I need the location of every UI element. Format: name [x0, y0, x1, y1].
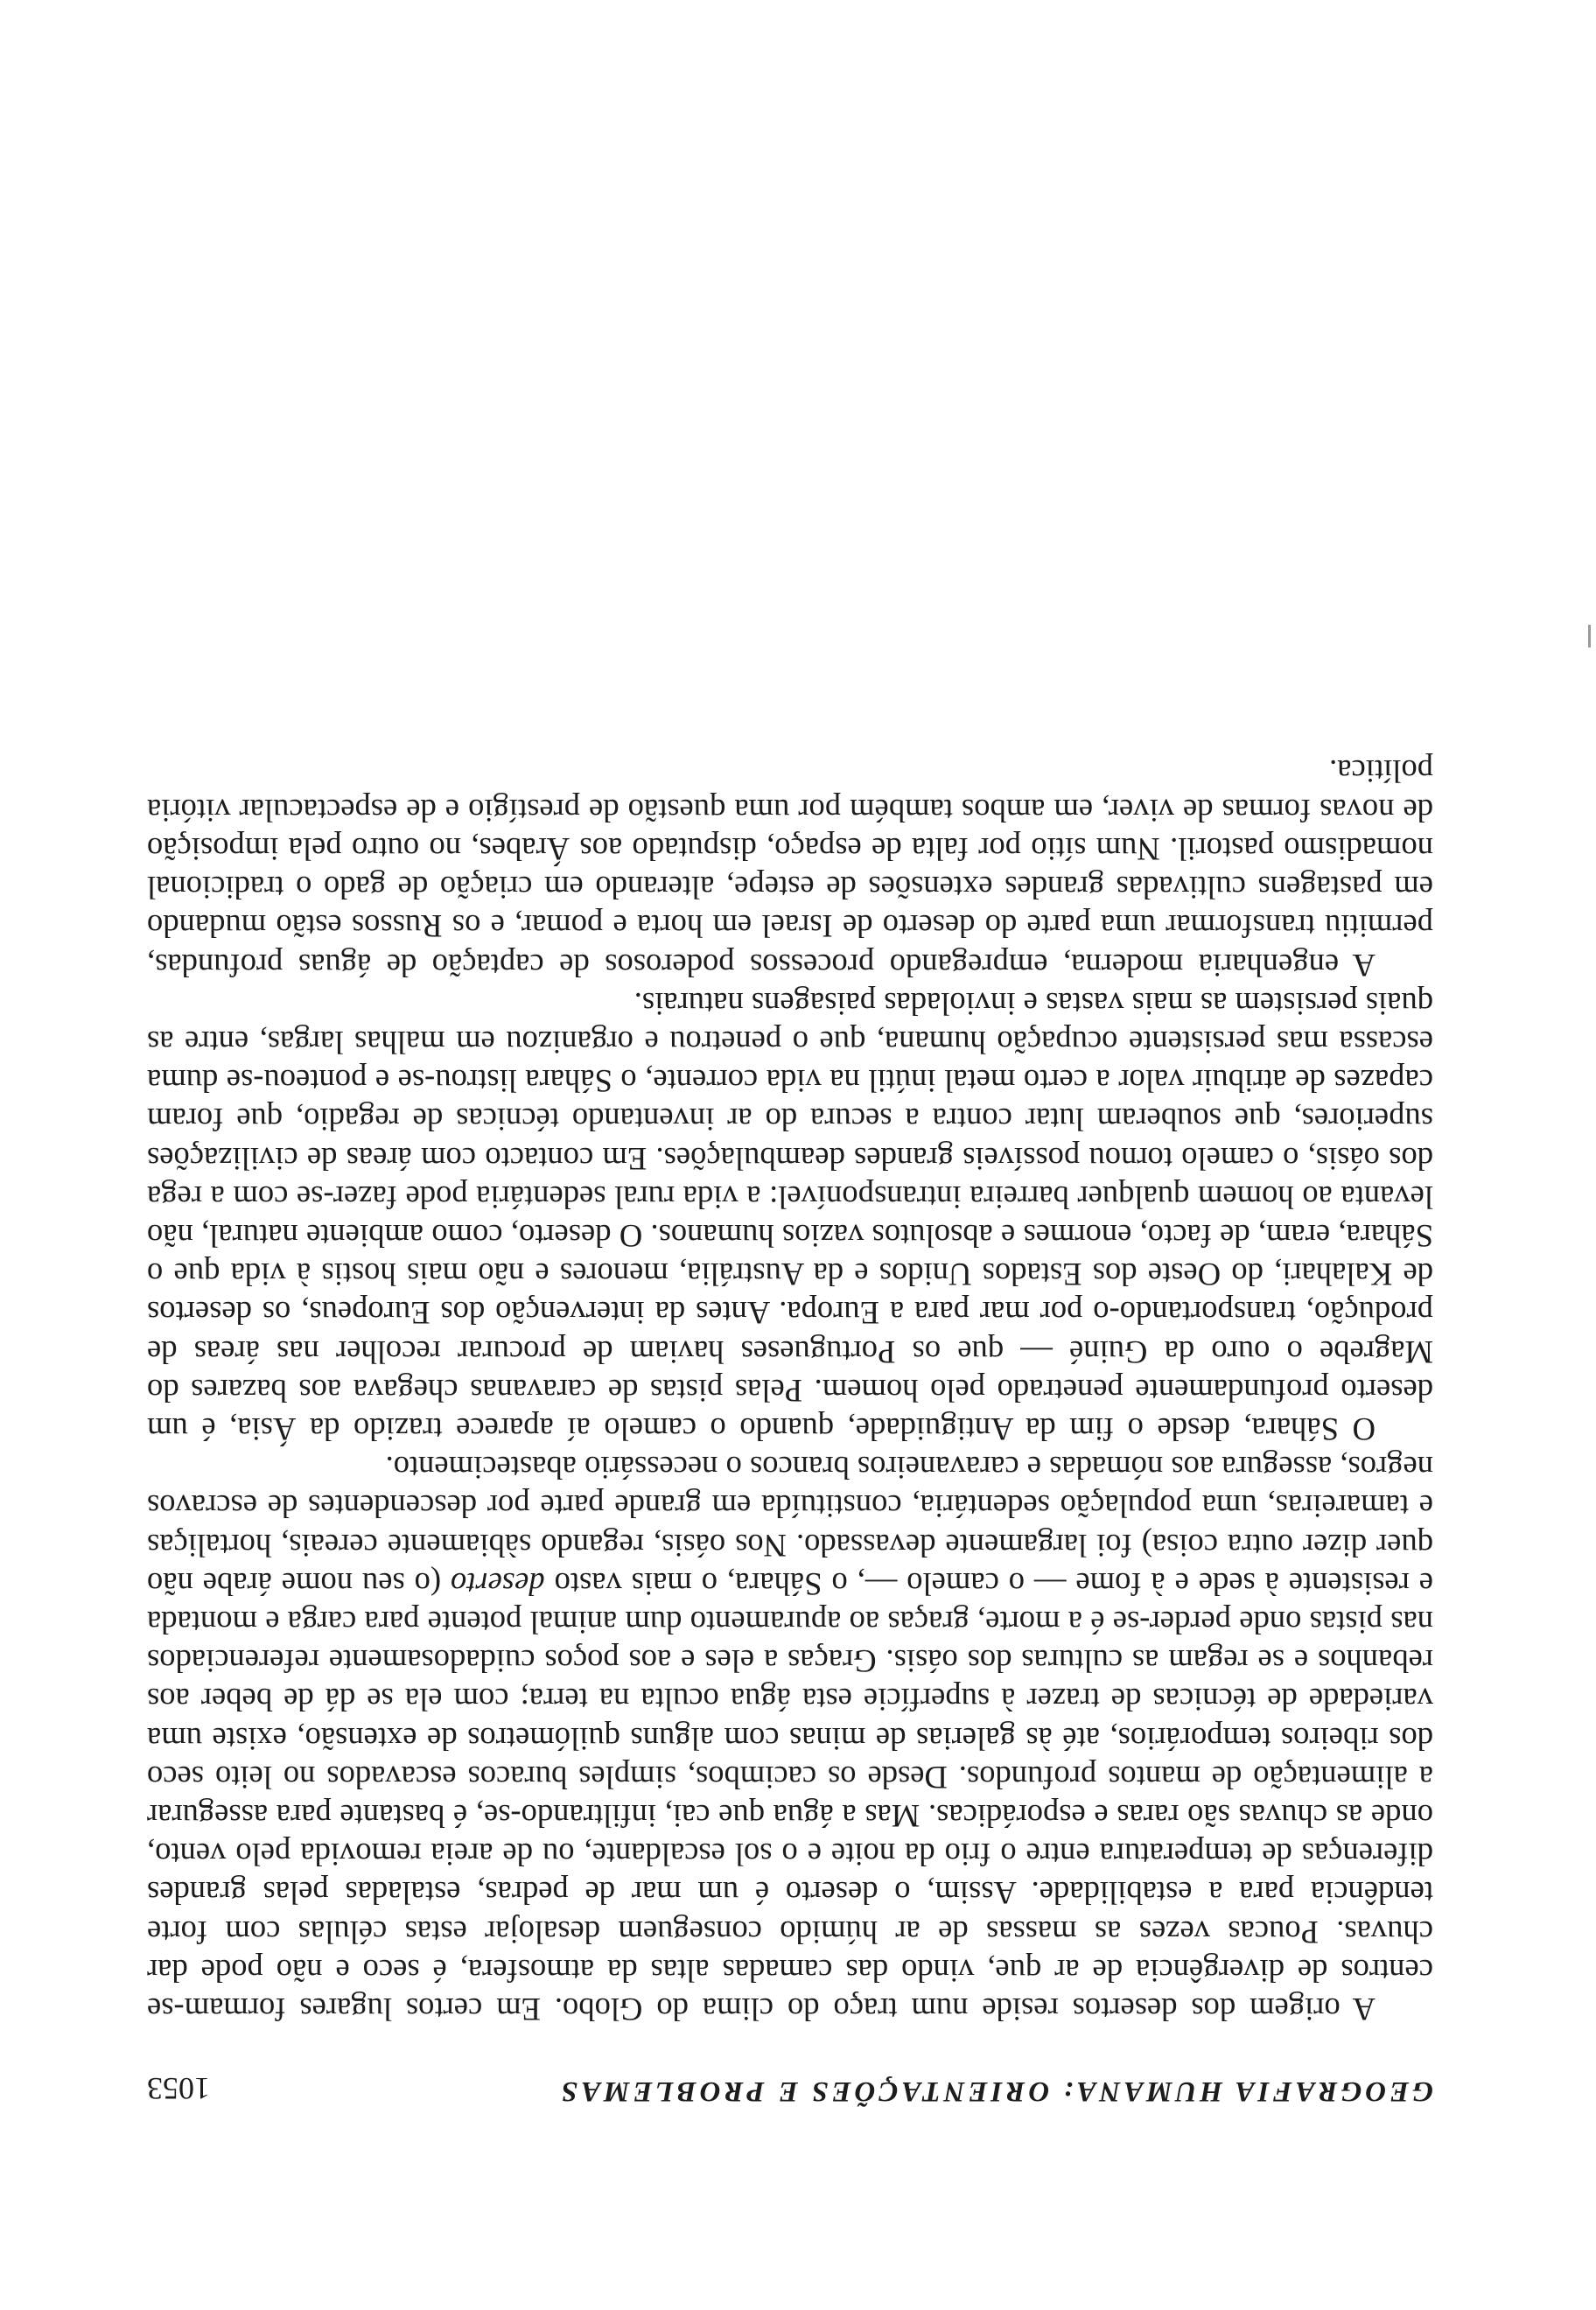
paragraph-text: (o seu nome árabe não quer dizer outra coisa) foi largamente devassado. Nos oásis, regando sàbiamente cereais, hortaliças e tamareiras, uma população sedentária, constituída em grande parte por descendentes de escravos negros, assegura aos nómadas e caravaneiros brancos o necessário abastecimento.: [147, 1450, 1433, 1602]
page-number: 1053: [147, 2071, 210, 2106]
page-header: [147, 2063, 1433, 2107]
running-head: GEOGRAFIA HUMANA: ORIENTAÇÕES E PROBLEMAS: [557, 2076, 1433, 2107]
italic-term: deserto: [450, 1565, 545, 1602]
paragraph-modern-engineering: A engenharia moderna, empregando processos poderosos de captação de águas profundas, permitiu transformar uma parte do deserto de Israel em horta e pomar, e os Russos estão mudando em pastagens cultivadas grandes extensões de estepe, alterando em criação de gado o tradicional nomadismo pastoril. Num sítio por falta de espaço, disputado aos Árabes, no outro pela imposição de novas formas de viver, em ambos também por uma questão de prestígio e de espectacular vitória política.: [147, 753, 1433, 984]
paragraph-desert-origin: [147, 1448, 1433, 2028]
paragraph-text: A origem dos desertos reside num traço do clima do Globo. Em certos lugares formam-se centros de divergência de ar que, vindo das camadas altas da atmosfera, é seco e não pode dar chuvas. Poucas vezes as massas de ar húmido conseguem desalojar estas células com forte tendência para a estabilidade. Assim, o deserto é um mar de pedras, estaladas pelas grandes diferenças de temperatura entre o frio da noite e o sol escaldante, ou de areia removida pelo vento, onde as chuvas são raras e esporádicas. Mas a água que cai, infiltrando-se, é bastante para assegurar a alimentação de mantos profundos. Desde os cacimbos, simples buracos escavados no leito seco dos ribeiros temporários, até às galerias de minas com alguns quilómetros de extensão, existe uma variedade de técnicas de trazer à superfície esta água oculta na terra; com ela se dá de beber aos rebanhos e se regam as culturas dos oásis. Graças a eles e aos poços cuidadosamente referenciados nas pistas onde perder-se é a morte, graças ao apuramento dum animal potente para carga e montada e resistente à sede e à fome — o camelo —, o Sáhara, o mais vasto: [147, 1565, 1433, 2027]
body-text: [147, 752, 1433, 2028]
paragraph-sahara: O Sáhara, desde o fim da Antiguidade, quando o camelo aí aparece trazido da Ásia, é um deserto profundamente penetrado pelo homem. Pelas pistas de caravanas chegava aos bazares do Magrebe o ouro da Guiné — que os Portugueses haviam de procurar recolher nas áreas de produção, transportando-o por mar para a Europa. Antes da intervenção dos Europeus, os desertos de Kalahari, do Oeste dos Estados Unidos e da Austrália, menores e não mais hostis à vida que o Sáhara, eram, de facto, enormes e absolutos vazios humanos. O deserto, como ambiente natural, não levanta ao homem qualquer barreira intransponível: a vida rural sedentária pode fazer-se com a rega dos oásis, o camelo tornou possíveis grandes deambulações. Em contacto com áreas de civilizações superiores, que souberam lutar contra a secura do ar inventando técnicas de regadio, que foram capazes de atribuir valor a certo metal inútil na vida corrente, o Sáhara listrou-se e ponteou-se duma escassa mas persistente ocupação humana, que o penetrou e organizou em malhas largas, entre as quais persistem as mais vastas e invioladas paisagens naturais.: [147, 985, 1433, 1447]
scan-mark: [1588, 625, 1591, 648]
